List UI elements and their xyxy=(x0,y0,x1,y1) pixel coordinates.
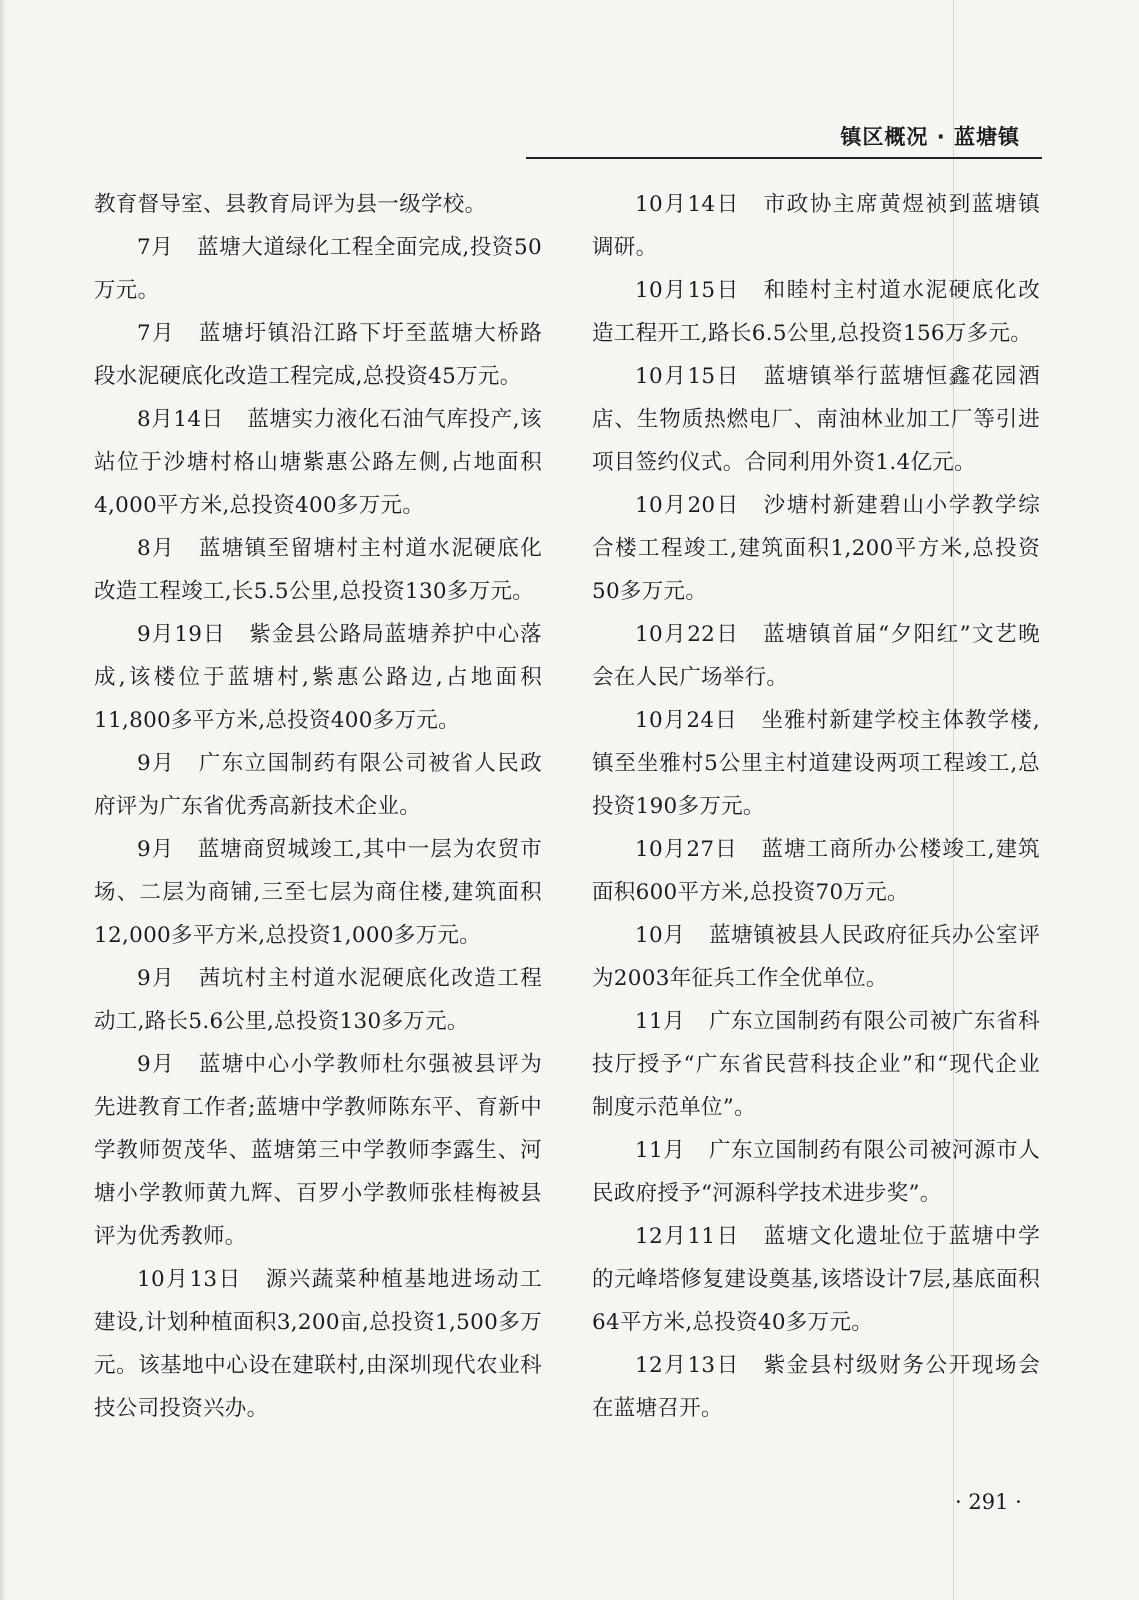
entry-date: 11月 xyxy=(635,1009,686,1034)
entry-date: 9月 xyxy=(137,751,176,776)
chronicle-entry xyxy=(592,1215,1040,1344)
entry-text: 源兴蔬菜种植基地进场动工建设,计划种植面积3,200亩,总投资1,500多万元。该基地中心设在建联村,由深圳现代农业科技公司投资兴办。 xyxy=(94,1267,542,1421)
page-edge xyxy=(0,0,6,1600)
entry-text: 紫金县村级财务公开现场会在蓝塘召开。 xyxy=(592,1353,1040,1421)
entry-text: 蓝塘镇首届“夕阳红”文艺晚会在人民广场举行。 xyxy=(592,622,1040,690)
entry-date: 10月 xyxy=(635,923,686,948)
entry-text: 蓝塘镇被县人民政府征兵办公室评为2003年征兵工作全优单位。 xyxy=(592,923,1040,991)
entry-text: 和睦村主村道水泥硬底化改造工程开工,路长6.5公里,总投资156万多元。 xyxy=(592,278,1040,346)
entry-date: 9月 xyxy=(137,1052,176,1077)
header-rule xyxy=(526,157,1042,159)
chronicle-entry xyxy=(94,183,542,226)
entry-text: 蓝塘大道绿化工程全面完成,投资50万元。 xyxy=(94,235,543,303)
chronicle-entry xyxy=(94,1258,542,1430)
entry-text: 广东立国制药有限公司被省人民政府评为广东省优秀高新技术企业。 xyxy=(94,751,542,819)
entry-date: 10月27日 xyxy=(635,837,738,862)
chronicle-entry xyxy=(94,398,542,527)
chronicle-entry xyxy=(592,355,1040,484)
chronicle-entry xyxy=(592,484,1040,613)
left-column xyxy=(94,183,542,1430)
entry-text: 蓝塘中心小学教师杜尔强被县评为先进教育工作者;蓝塘中学教师陈东平、育新中学教师贺茂华、蓝塘第三中学教师李露生、河塘小学教师黄九辉、百罗小学教师张桂梅被县评为优秀教师。 xyxy=(94,1052,542,1249)
entry-text: 坐雅村新建学校主体教学楼,镇至坐雅村5公里主村道建设两项工程竣工,总投资190多万元。 xyxy=(592,708,1040,819)
entry-date: 7月 xyxy=(137,235,174,260)
entry-text: 蓝塘圩镇沿江路下圩至蓝塘大桥路段水泥硬底化改造工程完成,总投资45万元。 xyxy=(94,321,542,389)
entry-date: 10月15日 xyxy=(635,364,740,389)
entry-text: 蓝塘镇至留塘村主村道水泥硬底化改造工程竣工,长5.5公里,总投资130多万元。 xyxy=(94,536,542,604)
chronicle-entry xyxy=(94,828,542,957)
chronicle-entry xyxy=(592,269,1040,355)
entry-date: 10月24日 xyxy=(635,708,738,733)
chronicle-entry xyxy=(94,312,542,398)
entry-date: 10月13日 xyxy=(137,1267,242,1292)
entry-text: 广东立国制药有限公司被广东省科技厅授予“广东省民营科技企业”和“现代企业制度示范单位”。 xyxy=(592,1009,1040,1120)
entry-text: 紫金县公路局蓝塘养护中心落成,该楼位于蓝塘村,紫惠公路边,占地面积11,800多平方米,总投资400多万元。 xyxy=(94,622,542,733)
entry-date: 10月14日 xyxy=(635,192,740,217)
entry-date: 9月19日 xyxy=(137,622,226,647)
chronicle-entry xyxy=(592,828,1040,914)
entry-text: 茜坑村主村道水泥硬底化改造工程动工,路长5.6公里,总投资130多万元。 xyxy=(94,966,542,1034)
chronicle-entry xyxy=(592,613,1040,699)
entry-text: 教育督导室、县教育局评为县一级学校。 xyxy=(94,192,487,217)
chronicle-entry xyxy=(592,914,1040,1000)
entry-text: 沙塘村新建碧山小学教学综合楼工程竣工,建筑面积1,200平方米,总投资50多万元。 xyxy=(592,493,1040,604)
entry-date: 12月13日 xyxy=(635,1353,740,1378)
entry-date: 10月22日 xyxy=(635,622,740,647)
entry-date: 8月 xyxy=(137,536,176,561)
chronicle-entry xyxy=(592,1129,1040,1215)
entry-text: 蓝塘商贸城竣工,其中一层为农贸市场、二层为商铺,三至七层为商住楼,建筑面积12,000多平方米,总投资1,000多万元。 xyxy=(94,837,542,948)
entry-text: 市政协主席黄煜祯到蓝塘镇调研。 xyxy=(592,192,1040,260)
chronicle-entry xyxy=(94,957,542,1043)
entry-text: 广东立国制药有限公司被河源市人民政府授予“河源科学技术进步奖”。 xyxy=(592,1138,1040,1206)
entry-text: 蓝塘文化遗址位于蓝塘中学的元峰塔修复建设奠基,该塔设计7层,基底面积64平方米,总投资40多万元。 xyxy=(592,1224,1040,1335)
chronicle-entry xyxy=(94,742,542,828)
running-header xyxy=(526,122,1042,159)
entry-date: 7月 xyxy=(137,321,176,346)
entry-date: 10月20日 xyxy=(635,493,740,518)
chronicle-entry xyxy=(592,1344,1040,1430)
page-number: · 291 · xyxy=(955,1490,1022,1514)
chronicle-entry xyxy=(94,226,542,312)
entry-text: 蓝塘工商所办公楼竣工,建筑面积600平方米,总投资70万元。 xyxy=(592,837,1040,905)
entry-text: 蓝塘实力液化石油气库投产,该站位于沙塘村格山塘紫惠公路左侧,占地面积4,000平方米,总投资400多万元。 xyxy=(94,407,542,518)
chronicle-entry xyxy=(94,1043,542,1258)
entry-date: 9月 xyxy=(137,966,176,991)
entry-date: 9月 xyxy=(137,837,175,862)
chronicle-entry xyxy=(94,613,542,742)
entry-date: 8月14日 xyxy=(137,407,224,432)
chronicle-entry xyxy=(592,1000,1040,1129)
chronicle-entry xyxy=(94,527,542,613)
entry-text: 蓝塘镇举行蓝塘恒鑫花园酒店、生物质热燃电厂、南油林业加工厂等引进项目签约仪式。合同利用外资1.4亿元。 xyxy=(592,364,1040,475)
header-title: 镇区概况 · 蓝塘镇 xyxy=(840,125,1020,149)
entry-date: 11月 xyxy=(635,1138,686,1163)
chronicle-entry xyxy=(592,183,1040,269)
right-column xyxy=(592,183,1040,1430)
entry-date: 10月15日 xyxy=(635,278,740,303)
entry-date: 12月11日 xyxy=(635,1224,740,1249)
chronicle-entry xyxy=(592,699,1040,828)
